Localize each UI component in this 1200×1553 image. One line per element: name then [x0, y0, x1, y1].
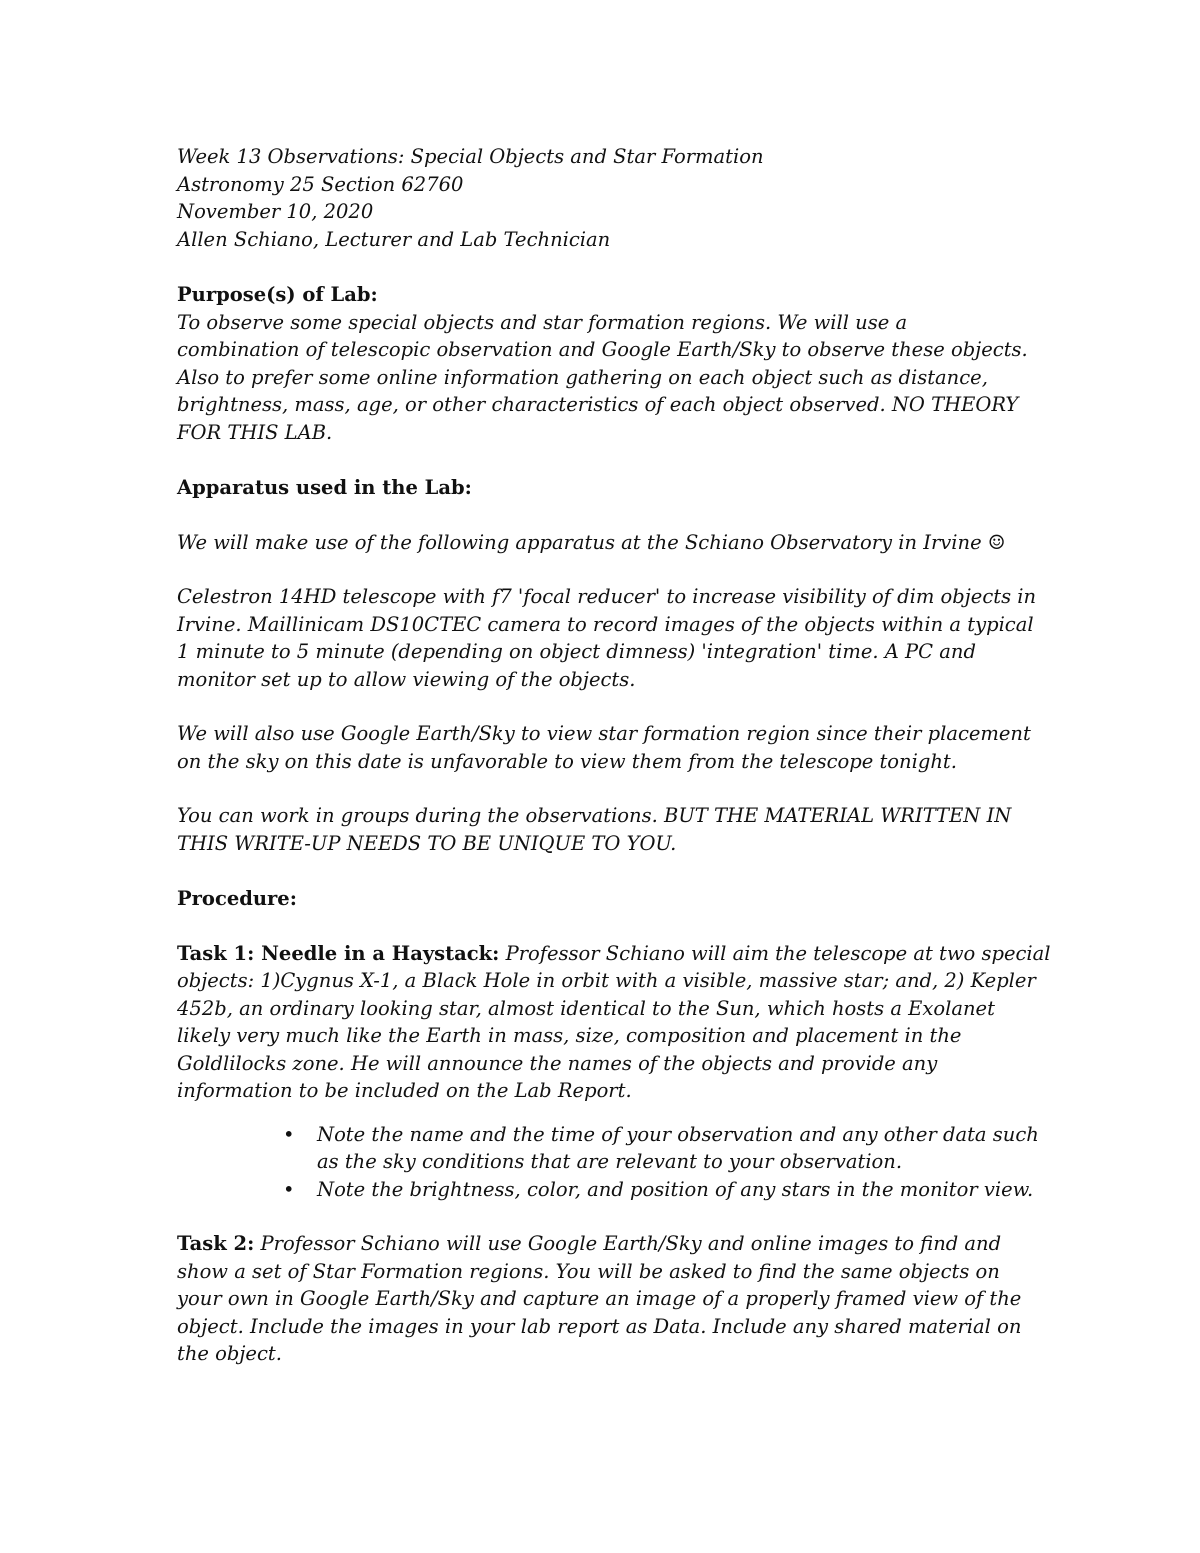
task1-paragraph	[177, 940, 1051, 1105]
purpose-line: brightness, mass, age, or other characteristics of each object observed. NO THEORY	[177, 393, 1019, 416]
bullet-line: Note the brightness, color, and position of any stars in the monitor view.	[317, 1177, 1034, 1201]
apparatus-heading: Apparatus used in the Lab:	[177, 476, 472, 499]
task2-first-text: Professor Schiano will use Google Earth/Sky and online images to find and	[254, 1232, 1002, 1255]
bullet-line: Note the name and the time of your observation and any other data such	[317, 1122, 1039, 1146]
google-sky-line: on the sky on this date is unfavorable to view them from the telescope tonight.	[177, 749, 957, 773]
header-author: Allen Schiano, Lecturer and Lab Technician	[177, 227, 611, 251]
task1-label: Task 1: Needle in a Haystack:	[177, 941, 500, 965]
task1-line: Goldlilocks zone. He will announce the names of the objects and provide any	[177, 1051, 938, 1075]
task1-first-text: Professor Schiano will aim the telescope at two special	[499, 941, 1051, 965]
task2-paragraph	[177, 1230, 1037, 1368]
equipment-line: Celestron 14HD telescope with f7 'focal reducer' to increase visibility of dim objects in	[177, 585, 1037, 608]
task2-line: your own in Google Earth/Sky and capture an image of a properly framed view of the	[177, 1287, 1022, 1310]
bullet-icon: •	[283, 1122, 295, 1146]
purpose-line: combination of telescopic observation and Google Earth/Sky to observe these objects.	[177, 338, 1028, 361]
equipment-line: 1 minute to 5 minute (depending on object dimness) 'integration' time. A PC and	[177, 640, 976, 663]
document-body	[177, 143, 1051, 1368]
task1-line: likely very much like the Earth in mass, size, composition and placement in the	[177, 1024, 962, 1047]
bullet-item	[177, 1176, 1037, 1204]
task1-first-line	[177, 940, 1051, 968]
task1-line: information to be included on the Lab Report.	[177, 1079, 632, 1102]
task2-line: show a set of Star Formation regions. You will be asked to find the same objects on	[177, 1259, 1000, 1283]
purpose-line: To observe some special objects and star formation regions. We will use a	[177, 310, 908, 334]
bullet-item	[177, 1121, 1037, 1176]
bullet-line: as the sky conditions that are relevant to your observation.	[317, 1150, 903, 1173]
procedure-section	[177, 885, 1037, 913]
task2-first-line	[177, 1230, 1037, 1258]
bullet-icon: •	[283, 1177, 295, 1201]
task2-line: object. Include the images in your lab report as Data. Include any shared material on	[177, 1314, 1022, 1338]
purpose-line: FOR THIS LAB.	[177, 420, 333, 444]
equipment-line: monitor set up to allow viewing of the objects.	[177, 667, 636, 691]
task1-bullet-list	[177, 1121, 1037, 1204]
groups-paragraph	[177, 802, 1037, 857]
google-sky-line: We will also use Google Earth/Sky to view star formation region since their placement	[177, 722, 1031, 745]
header-date: November 10, 2020	[177, 200, 374, 223]
apparatus-section	[177, 474, 1037, 502]
task2-line: the object.	[177, 1342, 282, 1365]
header-title: Week 13 Observations: Special Objects and Star Formation	[177, 145, 764, 168]
header-course: Astronomy 25 Section 62760	[177, 172, 464, 196]
apparatus-intro-line	[177, 529, 1037, 557]
purpose-heading: Purpose(s) of Lab:	[177, 283, 378, 306]
purpose-line: Also to prefer some online information gathering on each object such as distance,	[177, 365, 988, 389]
purpose-section	[177, 281, 1037, 446]
header-block	[177, 143, 1037, 253]
apparatus-intro-text: We will make use of the following apparatus at the Schiano Observatory in Irvine	[177, 530, 988, 554]
smiley-icon: ☺	[987, 530, 1006, 554]
groups-line: THIS WRITE-UP NEEDS TO BE UNIQUE TO YOU.	[177, 831, 677, 855]
equipment-paragraph	[177, 583, 1037, 693]
task1-line: 452b, an ordinary looking star, almost identical to the Sun, which hosts a Exolanet	[177, 996, 995, 1020]
apparatus-intro	[177, 529, 1037, 557]
procedure-heading: Procedure:	[177, 887, 297, 910]
task1-line: objects: 1)Cygnus X-1, a Black Hole in orbit with a visible, massive star; and, 2) Kepler	[177, 969, 1036, 992]
google-sky-paragraph	[177, 720, 1037, 775]
task2-label: Task 2:	[177, 1232, 255, 1255]
groups-line: You can work in groups during the observations. BUT THE MATERIAL WRITTEN IN	[177, 804, 1012, 827]
equipment-line: Irvine. Maillinicam DS10CTEC camera to record images of the objects within a typical	[177, 612, 1034, 636]
